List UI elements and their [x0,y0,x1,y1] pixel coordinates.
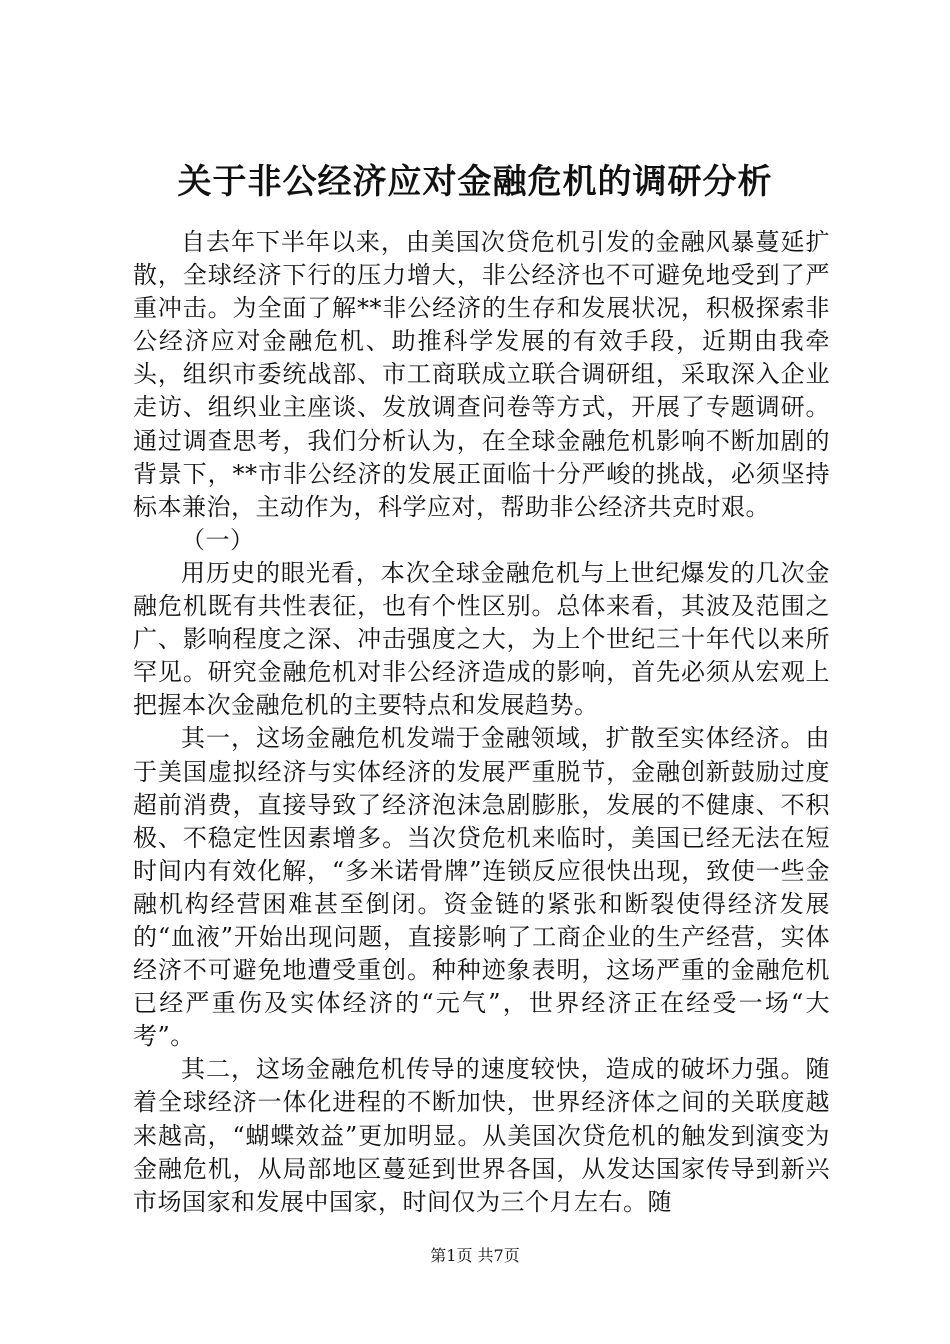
paragraph-intro: 自去年下半年以来，由美国次贷危机引发的金融风暴蔓延扩散，全球经济下行的压力增大，非公经济也不可避免地受到了严重冲击。为全面了解**非公经济的生存和发展状况，积极探索非公经济应对金融危机、助推科学发展的有效手段，近期由我牵头，组织市委统战部、市工商联成立联合调研组，采取深入企业走访、组织业主座谈、发放调查问卷等方式，开展了专题调研。通过调查思考，我们分析认为，在全球金融危机影响不断加剧的背景下，**市非公经济的发展正面临十分严峻的挑战，必须坚持标本兼治，主动作为，科学应对，帮助非公经济共克时艰。 [133,228,830,521]
section-heading-one: （一） [181,525,255,554]
document-body [133,226,830,1219]
page-number-footer: 第1页 共7页 [430,1246,520,1265]
paragraph-point-two: 其二，这场金融危机传导的速度较快，造成的破坏力强。随着全球经济一体化进程的不断加快，世界经济体之间的关联度越来越高，“蝴蝶效益”更加明显。从美国次贷危机的触发到演变为金融危机，从局部地区蔓延到世界各国，从发达国家传导到新兴市场国家和发展中国家，时间仅为三个月左右。随 [133,1055,830,1216]
document-title: 关于非公经济应对金融危机的调研分析 [177,162,773,202]
paragraph-history: 用历史的眼光看，本次全球金融危机与上世纪爆发的几次金融危机既有共性表征，也有个性区别。总体来看，其波及范围之广、影响程度之深、冲击强度之大，为上个世纪三十年代以来所罕见。研究金融危机对非公经济造成的影响，首先必须从宏观上把握本次金融危机的主要特点和发展趋势。 [133,558,830,720]
paragraph-point-one: 其一，这场金融危机发端于金融领域，扩散至实体经济。由于美国虚拟经济与实体经济的发展严重脱节，金融创新鼓励过度超前消费，直接导致了经济泡沫急剧膨胀，发展的不健康、不积极、不稳定性因素增多。当次贷危机来临时，美国已经无法在短时间内有效化解，“多米诺骨牌”连锁反应很快出现，致使一些金融机构经营困难甚至倒闭。资金链的紧张和断裂使得经济发展的“血液”开始出现问题，直接影响了工商企业的生产经营，实体经济不可避免地遭受重创。种种迹象表明，这场严重的金融危机已经严重伤及实体经济的“元气”，世界经济正在经受一场“大考”。 [133,724,830,1051]
